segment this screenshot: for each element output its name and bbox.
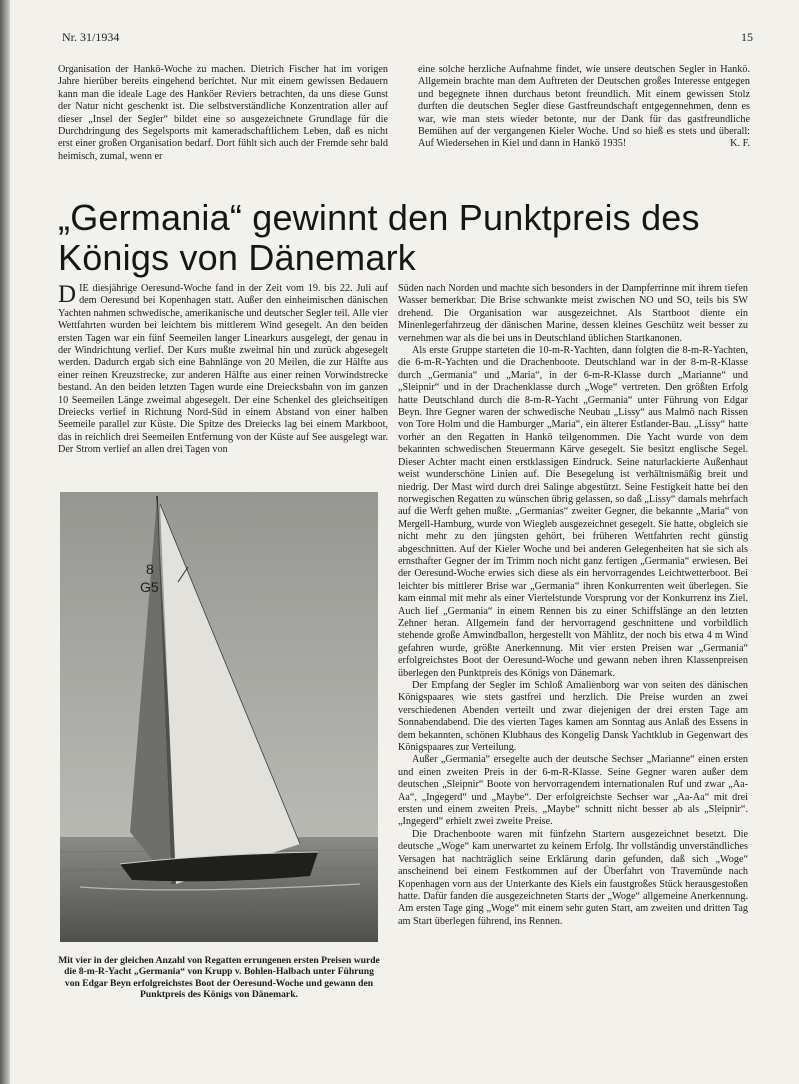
author-signature: K. F. (730, 138, 750, 150)
yacht-photo (60, 492, 378, 942)
intro-paragraph-right (418, 64, 750, 151)
intro-paragraph-left: Organisation der Hankö-Woche zu machen. Dietrich Fischer hat im vorigen Jahre hierüber bereits eingehend berichtet. Nur mit einem gewissen Bedauern kann man die ideale Lage des Hanköer Reviers betrachten, da uns diese Gunst der Natur nicht geschenkt ist. Die selbstverständliche Konzentration aller auf dieser „Insel der Segler“ bildet eine so ausgezeichnete Grundlage für die Durchdringung des Segelsports mit kameradschaftlichem Leben, daß es nicht erst einer großen Organisation bedarf. Dort fühlt sich auch der Fremde sehr bald heimisch, zumal, wenn er (58, 64, 388, 162)
article-paragraph: Die Drachenboote waren mit fünfzehn Startern ausgezeichnet besetzt. Die deutsche „Woge“ kam unerwartet zu keinem Erfolg. Ihr vollständig unverständliches Versagen hat nachträglich seine Erklärung darin gefunden, daß sich „Woge“ anscheinend bei einem Festkommen auf der Überfahrt von Travemünde nach Kopenhagen vorn aus der Unterkante des Kiels ein faustgroßes Stück herausgestoßen hatte. Dafür fanden die ausgezeichneten Starts der „Woge“ allgemeine Anerkennung. Am ersten Tage ging „Woge“ mit einem sehr guten Start, am zweiten und dritten Tag am Start überlegen führend, ins Rennen. (398, 828, 748, 927)
intro-right-text: eine solche herzliche Aufnahme findet, wie unsere deutschen Segler in Hankö. Allgemein brachte man dem Auftreten der Deutschen großes Interesse entgegen und begegnete ihnen durchaus betont freundlich. Mit einem gewissen Stolz durften die deutschen Segler diese Gastfreundschaft entgegennehmen, denn es war, wie man stets wieder betonte, nur der Dank für das gastfreundliche Bemühen auf der vergangenen Kieler Woche. Und so hieß es stets und überall: Auf Wiedersehen in Kiel und dann in Hankö 1935! (418, 64, 750, 150)
page-number: 15 (741, 30, 753, 44)
intro-column-right (418, 64, 750, 151)
article-paragraph: Außer „Germania“ ersegelte auch der deutsche Sechser „Marianne“ einen ersten und einen zweiten Preis in der 6-m-R-Klasse. Seine Gegner waren außer dem deutschen „Sleipnir“ Boote von hervorragendem internationalen Ruf und zwar „Aa-Aa“, „Ingegerd“ und „Maybe“. Der erfolgreichste Sechser war „Aa-Aa“ mit drei ersten und einem zweiten Preis. „Maybe“ schnitt nicht besser ab als „Sleipnir“. „Ingegerd“ erhielt zwei zweite Preise. (398, 754, 748, 828)
article-column-right (398, 283, 748, 928)
sail-number-top: 8 (146, 561, 154, 577)
intro-column-left (58, 64, 388, 163)
issue-number: Nr. 31/1934 (62, 30, 120, 44)
article-paragraph: Süden nach Norden und machte sich besonders in der Dampferrinne mit ihrem tiefen Wasser bemerkbar. Die Brise schwankte meist zwischen NO und SO, teils bis SW drehend. Die Organisation war ausgezeichnet. Als Startboot diente ein Minenlegerfahrzeug der dänischen Marine, dessen kleines Geschütz weit besser zu vernehmen war als die bei uns in Deutschland üblichen Startkanonen. (398, 283, 748, 344)
yacht-photo-image (60, 492, 378, 942)
drop-cap: D (58, 281, 77, 308)
article-lead-paragraph (58, 283, 388, 457)
sail-number-bottom: G5 (140, 579, 159, 595)
article-headline: „Germania“ gewinnt den Punktpreis des Königs von Dänemark (58, 197, 700, 278)
article-paragraph: Der Empfang der Segler im Schloß Amalienborg war von seiten des dänischen Königspaares wie stets gastfrei und herzlich. Die Preise wurden an zwei verschiedenen Abenden verteilt und zwar diejenigen der drei ersten Tage am Sonnabendabend. Die des vierten Tages kamen am Sonntag aus Anlaß des Essens in dem bekannten, schönen Klubhaus des Kongelig Dansk Yachtklub in Gegenwart des Königspaares zur Verteilung. (398, 680, 748, 754)
photo-caption: Mit vier in der gleichen Anzahl von Regatten errungenen ersten Preisen wurde die 8-m-R-Yacht „Germania“ von Krupp v. Bohlen-Halbach unter Führung von Edgar Beyn erfolgreichstes Boot der Oeresund-Woche und gewann den Punktpreis des Königs von Dänemark. (58, 955, 380, 1001)
page-spine-shadow (0, 0, 10, 1084)
article-paragraph: Als erste Gruppe starteten die 10-m-R-Yachten, dann folgten die 8-m-R-Yachten, die 6-m-R-Yachten und die Drachenboote. Deutschland war in der 8-m-R-Klasse durch „Germania“ und „Maria“, in der 6-m-R-Klasse durch „Marianne“ und „Sleipnir“ und in der Drachenklasse durch „Woge“ vertreten. Den größten Erfolg hatte Deutschland durch die 8-m-R-Yacht „Germania“ unter Führung von Edgar Beyn. Ihre Gegner waren der schwedische Neubau „Lissy“ aus Malmö nach Rissen von Tore Holm und die Hamburger „Maria“, ein älterer Estlander-Bau. „Lissy“ hatte vorher an den Regatten in Hankö teilgenommen. Die Yacht wurde von dem bekannten schwedischen Steuermann Kärve gesegelt. Sie besitzt englische Segel. Dieser Achter macht einen erstklassigen Eindruck. Seine naturlackierte Außenhaut weist wunderschöne Linien auf. Die Besegelung ist verhältnismäßig breit und niedrig. Der Mast wird durch drei Salinge abgestützt. Seine Festigkeit hatte bei den norwegischen Regatten zu wünschen übrig gelassen, so daß „Lissy“ damals mehrfach auf die Werft gehen mußte. „Germanias“ zweiter Gegner, die bekannte „Maria“ von Mergell-Hamburg, wurde von Wiegleb ausgezeichnet gesegelt. Sie hatte, obgleich sie nicht mehr zu den jüngsten gehört, bei früheren Wettfahrten recht günstig abgeschnitten. Auf der Kieler Woche und bei anderen Gelegenheiten hat sie sich als ernsthafter Gegner der im Trimm noch nicht ganz fertigen „Germania“ erwiesen. Bei der Oeresund-Woche erwies sich diese als ein hervorragendes Leichtwetterboot. Bei leichter bis mittlerer Brise war „Germania“ ihren Konkurrenten weit überlegen. Sie kam einmal mit mehr als einer Viertelstunde Vorsprung vor der Konkurrenz ins Ziel. Auch lief „Germania“ in einem Rennen bis zu einer Schiffslänge an den letzten Zehner heran. Allgemein fand der hervorragend geschnittene und vorbildlich stehende große Amwindballon, hergestellt von Mählitz, der noch bis etwa 4 m Wind gefahren wurde, größte Anerkennung. Mit vier ersten Preisen war „Germania“ erfolgreichstes Boot der Oeresund-Woche und gewann neben ihren Klassenpreisen überlegen den Punktpreis des Königs von Dänemark. (398, 345, 748, 679)
article-column-left (58, 283, 388, 457)
page-header (62, 30, 753, 48)
article-lead-text: IE diesjährige Oeresund-Woche fand in der Zeit vom 19. bis 22. Juli auf dem Oeresund bei Kopenhagen statt. Außer den einheimischen dänischen Yachten nahmen schwedische, amerikanische und deutscher Segler teil. Alle vier Wettfahrten wurden bei leichtem bis mittlerem Wind gesegelt. An den beiden ersten Tagen war ein fünf Seemeilen langer Linearkurs ausgelegt, der genau in der Windrichtung verlief. Der Kurs mußte zweimal hin und zurück abgesegelt werden. Dadurch ergab sich eine Bahnlänge von 20 Meilen, die zur Hälfte aus einer reinen Kreuzstrecke, zur anderen Hälfte aus einer reinen Vorwindstrecke bestand. An den beiden letzten Tagen wurde eine Dreiecksbahn von im ganzen 10 Seemeilen Länge zweimal abgesegelt. Der eine Schenkel des gleichseitigen Dreiecks verlief in Richtung Nord-Süd in einem Abstand von einer halben Seemeile parallel zur Küste. Die Spitze des Dreiecks lag bei einem Markboot, das in reichlich drei Seemeilen Entfernung von der Küste auf See ausgelegt war. Der Strom verlief an allen drei Tagen von (58, 283, 388, 456)
